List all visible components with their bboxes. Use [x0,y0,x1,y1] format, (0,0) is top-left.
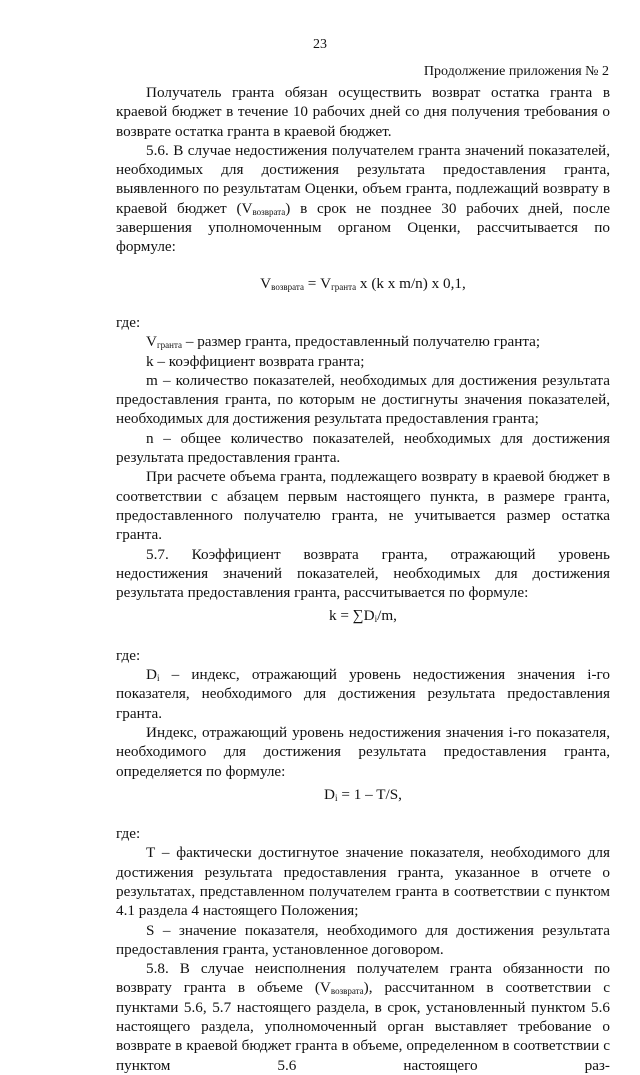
appendix-note: Продолжение приложения № 2 [423,64,609,79]
where-label: где: [116,646,141,664]
formula-index-di: $D_i = 1 - T/S$, [324,785,402,803]
formula-coefficient-k: $k = \sum D_i/m$, [329,607,397,625]
paragraph-5-6: 5.6. В случае недостижения получателем гранта значений показателей, необходимых для достижения результата предоставления гранта, выявленного по результатам Оценки, объем гранта, подлежащий возврату в краевой бюджет $(V_{возврата})$ в срок не позднее 30 рабочих дней, после завершения уполномоченным органом Оценки, рассчитывается по формуле: [116,141,610,256]
where-label: где: [116,825,141,843]
paragraph-5-8: 5.8. В случае неисполнения получателем гранта обязанности по возврату гранта в объеме $(V_{возврата})$, рассчитанном в соответствии с пунктами 5.6, 5.7 настоящего раздела, в срок, установленный пунктом 5.6 настоящего раздела, уполномоченный орган выставляет требование о возврате в краевой бюджет гранта в объеме, определенном в соответствии с пунктом 5.6 настоящего раз- [116,960,610,1074]
definition-t: T – фактически достигнутое значение показателя, необходимого для достижения результата предоставления гранта, указанное в отчете о результатах, представленном получателем гранта в соответствии с пунктом 4.1 раздела 4 настоящего Положения; [116,844,610,920]
formula-return-volume: $V_{возврата} = V_{гранта}$ x (k x m/n) x 0,1, [260,274,466,292]
paragraph-grant-remainder-return: Получатель гранта обязан осуществить возврат остатка гранта в краевой бюджет в течение 10 рабочих дней со дня получения требования о возврате остатка гранта в краевой бюджет. [116,84,610,140]
document-body [116,83,610,1075]
definition-v-grant: $V_{гранта}$ – размер гранта, предоставленный получателю гранта; [146,333,541,351]
paragraph-index-definition: Индекс, отражающий уровень недостижения значения i-го показателя, необходимого для достижения результата предоставления гранта, определяется по формуле: [116,723,610,780]
definition-di: $D_i$ – индекс, отражающий уровень недостижения значения i-го показателя, необходимого для достижения результата предоставления гранта. [116,666,610,722]
definition-k: k – коэффициент возврата гранта; [146,352,365,370]
definition-n: n – общее количество показателей, необходимых для достижения результата предоставления гранта. [116,429,610,467]
definition-s: S – значение показателя, необходимого для достижения результата предоставления гранта, установленное договором. [116,921,610,958]
paragraph-5-7: 5.7. Коэффициент возврата гранта, отражающий уровень недостижения значений показателей, необходимых для достижения результата предоставления гранта, рассчитывается по формуле: [116,545,610,602]
definition-m: m – количество показателей, необходимых для достижения результата предоставления гранта, по которым не достигнуты значения показателей, необходимых для достижения результата предоставления гранта; [116,371,610,428]
page-number: 23 [313,37,327,52]
paragraph-remainder-exclusion: При расчете объема гранта, подлежащего возврату в краевой бюджет в соответствии с абзацем первым настоящего пункта, в размере гранта, предоставленного получателю гранта, не учитывается размер остатка гранта. [116,468,610,544]
where-label: где: [116,313,141,331]
